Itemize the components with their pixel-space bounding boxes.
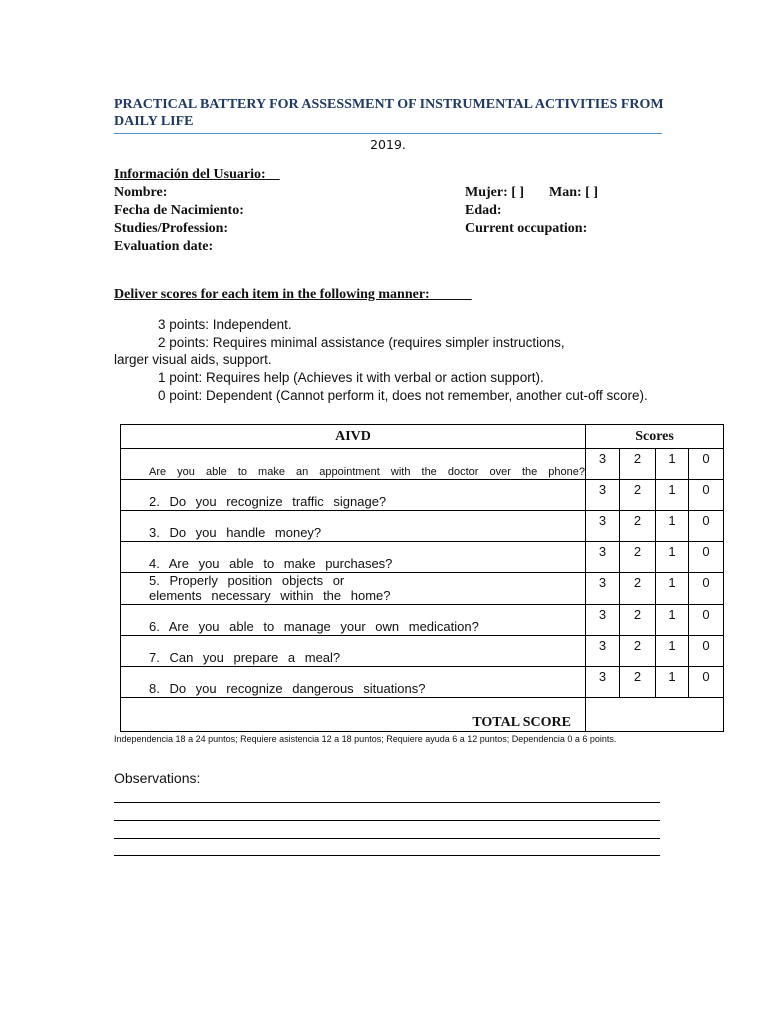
score-3[interactable]: 3: [586, 542, 620, 573]
occupation-label: Current occupation:: [465, 221, 588, 236]
score-1[interactable]: 1: [656, 542, 689, 573]
total-score-label: TOTAL SCORE: [121, 698, 586, 732]
score-3[interactable]: 3: [586, 636, 620, 667]
score-2[interactable]: 2: [620, 573, 656, 605]
score-1[interactable]: 1: [656, 480, 689, 511]
score-2[interactable]: 2: [620, 542, 656, 573]
scores-header: Scores: [586, 425, 724, 449]
table-row: [121, 542, 724, 573]
score-0[interactable]: 0: [689, 449, 724, 480]
user-info-heading-text: Información del Usuario:: [114, 167, 266, 182]
table-row: [121, 480, 724, 511]
observation-line[interactable]: [114, 820, 660, 821]
scoring-rule: 2 points: Requires minimal assistance (requires simpler instructions,: [158, 335, 565, 350]
score-1[interactable]: 1: [656, 667, 689, 698]
item-label: 3. Do you handle money?: [121, 511, 586, 542]
aivd-header: AIVD: [121, 425, 586, 449]
nombre-label: Nombre:: [114, 185, 168, 200]
table-row: [121, 449, 724, 480]
score-3[interactable]: 3: [586, 573, 620, 605]
scoring-rule: larger visual aids, support.: [114, 352, 272, 367]
score-1[interactable]: 1: [656, 449, 689, 480]
score-3[interactable]: 3: [586, 605, 620, 636]
score-1[interactable]: 1: [656, 573, 689, 605]
score-2[interactable]: 2: [620, 605, 656, 636]
scoring-heading: [114, 287, 472, 303]
score-2[interactable]: 2: [620, 511, 656, 542]
scoring-rule: 1 point: Requires help (Achieves it with verbal or action support).: [158, 370, 544, 385]
man-checkbox[interactable]: Man: [ ]: [549, 185, 598, 200]
item-label-text: 5. Properly position objects or elements necessary within the home?: [149, 573, 391, 603]
score-3[interactable]: 3: [586, 511, 620, 542]
score-2[interactable]: 2: [620, 480, 656, 511]
observation-line[interactable]: [114, 855, 660, 856]
observation-line[interactable]: [114, 838, 660, 839]
scoring-rule: 3 points: Independent.: [158, 317, 292, 332]
observation-line[interactable]: [114, 802, 660, 803]
document-year: 2019.: [370, 137, 406, 152]
item-label: [121, 573, 586, 605]
score-0[interactable]: 0: [689, 542, 724, 573]
table-row: [121, 636, 724, 667]
score-0[interactable]: 0: [689, 480, 724, 511]
score-3[interactable]: 3: [586, 449, 620, 480]
item-label: 6. Are you able to manage your own medication?: [121, 605, 586, 636]
score-1[interactable]: 1: [656, 636, 689, 667]
aivd-table: [120, 424, 724, 732]
total-row: [121, 698, 724, 732]
total-score-cell[interactable]: [586, 698, 724, 732]
document-title: PRACTICAL BATTERY FOR ASSESSMENT OF INSTRUMENTAL ACTIVITIES FROM DAILY LIFE: [114, 97, 664, 129]
mujer-checkbox[interactable]: Mujer: [ ]: [465, 185, 525, 200]
item-label: 7. Can you prepare a meal?: [121, 636, 586, 667]
scoring-rule: 0 point: Dependent (Cannot perform it, does not remember, another cut-off score).: [158, 388, 648, 403]
score-0[interactable]: 0: [689, 605, 724, 636]
score-1[interactable]: 1: [656, 511, 689, 542]
item-label: 8. Do you recognize dangerous situations?: [121, 667, 586, 698]
table-row: [121, 573, 724, 605]
score-2[interactable]: 2: [620, 667, 656, 698]
score-1[interactable]: 1: [656, 605, 689, 636]
score-0[interactable]: 0: [689, 573, 724, 605]
item-label: 2. Do you recognize traffic signage?: [121, 480, 586, 511]
edad-label: Edad:: [465, 203, 502, 218]
user-info-heading: [114, 167, 280, 183]
score-0[interactable]: 0: [689, 667, 724, 698]
item-label: Are you able to make an appointment with the doctor over the phone?: [121, 449, 586, 480]
studies-label: Studies/Profession:: [114, 221, 229, 236]
score-0[interactable]: 0: [689, 511, 724, 542]
title-divider: [114, 133, 662, 134]
observations-label: Observations:: [114, 770, 201, 786]
table-row: [121, 667, 724, 698]
score-2[interactable]: 2: [620, 449, 656, 480]
item-label: 4. Are you able to make purchases?: [121, 542, 586, 573]
fecha-nacimiento-label: Fecha de Nacimiento:: [114, 203, 244, 218]
evaluation-date-label: Evaluation date:: [114, 239, 214, 254]
score-3[interactable]: 3: [586, 480, 620, 511]
table-row: [121, 605, 724, 636]
table-row: [121, 511, 724, 542]
score-interpretation-note: Independencia 18 a 24 puntos; Requiere asistencia 12 a 18 puntos; Requiere ayuda 6 a 12 puntos; Dependencia 0 a 6 points.: [114, 734, 617, 744]
score-2[interactable]: 2: [620, 636, 656, 667]
score-0[interactable]: 0: [689, 636, 724, 667]
score-3[interactable]: 3: [586, 667, 620, 698]
scoring-heading-text: Deliver scores for each item in the following manner:: [114, 287, 430, 302]
